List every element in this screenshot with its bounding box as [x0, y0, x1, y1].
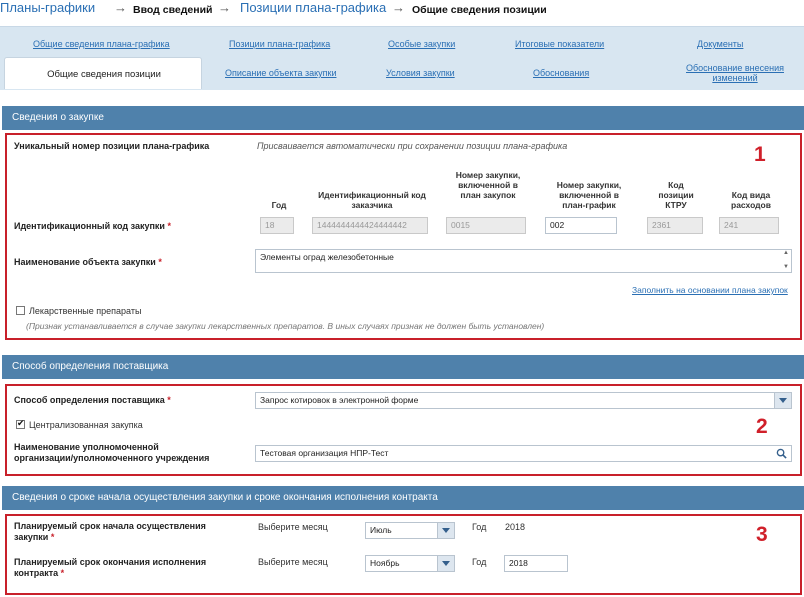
- ikz-schedule-number-input[interactable]: 002: [545, 217, 617, 234]
- chevron-down-icon[interactable]: [437, 556, 454, 571]
- textarea-scroll-down-icon[interactable]: ▼: [783, 264, 789, 270]
- tab-object-description[interactable]: Описание объекта закупки: [225, 68, 337, 78]
- end-month-select[interactable]: [365, 555, 455, 572]
- start-month-value: Июль: [370, 525, 392, 535]
- start-choose-month-label: Выберите месяц: [258, 522, 328, 532]
- drugs-label: Лекарственные препараты: [29, 306, 142, 316]
- ikz-label: Идентификационный код закупки *: [14, 221, 171, 231]
- tab-special-purchases[interactable]: Особые закупки: [388, 39, 456, 49]
- ikz-expense-code-field: 241: [719, 217, 779, 234]
- tab-plan-positions[interactable]: Позиции плана-графика: [229, 39, 331, 49]
- col-schedule-purchase-number: Номер закупки, включенной в план-график: [556, 180, 622, 210]
- org-search-value: Тестовая организация НПР-Тест: [260, 448, 389, 458]
- end-month-value: Ноябрь: [370, 558, 400, 568]
- start-month-select[interactable]: [365, 522, 455, 539]
- unique-number-label: Уникальный номер позиции плана-графика: [14, 141, 210, 151]
- centralized-label: Централизованная закупка: [29, 420, 143, 430]
- breadcrumb-step-input: Ввод сведений: [133, 4, 213, 16]
- object-name-textarea[interactable]: Элементы оград железобетонные: [255, 249, 792, 273]
- start-year-value: 2018: [505, 522, 526, 532]
- col-customer-code: Идентификационный код заказчика: [318, 190, 426, 210]
- ikz-customer-code-field: 1444444444424444442: [312, 217, 428, 234]
- end-choose-month-label: Выберите месяц: [258, 557, 328, 567]
- end-term-label-line1: Планируемый срок окончания исполнения: [14, 557, 207, 567]
- tab-position-general[interactable]: [4, 57, 202, 89]
- org-search-input[interactable]: [255, 445, 792, 462]
- textarea-scroll-up-icon[interactable]: ▲: [783, 250, 789, 256]
- breadcrumb-current: Общие сведения позиции: [412, 4, 547, 16]
- section-supplier-method-header: Способ определения поставщика: [2, 355, 804, 379]
- col-year: Год: [271, 200, 287, 210]
- breadcrumb-arrow-icon: →: [392, 0, 405, 15]
- method-select[interactable]: [255, 392, 792, 409]
- method-select-value: Запрос котировок в электронной форме: [260, 395, 419, 405]
- tab-purchase-conditions[interactable]: Условия закупки: [386, 68, 455, 78]
- breadcrumb: [0, 0, 804, 18]
- end-year-input[interactable]: 2018: [504, 555, 568, 572]
- section-timing-header: Сведения о сроке начала осуществления закупки и сроке окончания исполнения контракта: [2, 486, 804, 510]
- unique-number-value: Присваивается автоматически при сохранении позиции плана-графика: [257, 141, 568, 151]
- search-icon[interactable]: [776, 448, 787, 459]
- tab-justifications[interactable]: Обоснования: [533, 68, 590, 78]
- chevron-down-icon[interactable]: [437, 523, 454, 538]
- col-ktru-code: Код позиции КТРУ: [658, 180, 694, 210]
- breadcrumb-positions-link[interactable]: Позиции плана-графика: [240, 0, 387, 15]
- end-term-label-line2: контракта *: [14, 568, 65, 578]
- fill-from-plan-link[interactable]: Заполнить на основании плана закупок: [632, 285, 788, 295]
- ikz-ktru-field: 2361: [647, 217, 703, 234]
- section-purchase-info-header: Сведения о закупке: [2, 106, 804, 130]
- breadcrumb-plans-link[interactable]: Планы-графики: [0, 0, 96, 15]
- tab-plan-general[interactable]: Общие сведения плана-графика: [33, 39, 170, 49]
- start-term-label-line2: закупки *: [14, 532, 55, 542]
- drugs-hint: (Признак устанавливается в случае закупки лекарственных препаратов. В иных случаях признак не должен быть установлен): [26, 321, 545, 331]
- ikz-year-field: 18: [260, 217, 294, 234]
- centralized-checkbox[interactable]: [16, 420, 25, 429]
- tab-position-general-label: Общие сведения позиции: [47, 69, 161, 80]
- tab-totals[interactable]: Итоговые показатели: [515, 39, 605, 49]
- org-label-line1: Наименование уполномоченной: [14, 442, 159, 452]
- org-label-line2: организации/уполномоченного учреждения: [14, 453, 210, 463]
- ikz-plan-number-field: 0015: [446, 217, 526, 234]
- breadcrumb-arrow-icon: →: [114, 0, 127, 15]
- marker-3: 3: [756, 523, 768, 546]
- object-name-label: Наименование объекта закупки *: [14, 257, 162, 267]
- breadcrumb-arrow-icon: →: [218, 0, 231, 15]
- tab-change-justification[interactable]: Обоснование внесения изменений: [686, 63, 784, 83]
- start-year-label: Год: [472, 522, 487, 532]
- end-year-label: Год: [472, 557, 487, 567]
- col-expense-code: Код вида расходов: [731, 190, 771, 210]
- drugs-checkbox[interactable]: [16, 306, 25, 315]
- tab-bar: [0, 26, 804, 90]
- tab-documents[interactable]: Документы: [697, 39, 744, 49]
- start-term-label-line1: Планируемый срок начала осуществления: [14, 521, 206, 531]
- marker-1: 1: [754, 143, 766, 166]
- chevron-down-icon[interactable]: [774, 393, 791, 408]
- method-label: Способ определения поставщика *: [14, 395, 171, 405]
- marker-2: 2: [756, 415, 768, 438]
- col-plan-purchase-number: Номер закупки, включенной в план закупок: [455, 170, 521, 200]
